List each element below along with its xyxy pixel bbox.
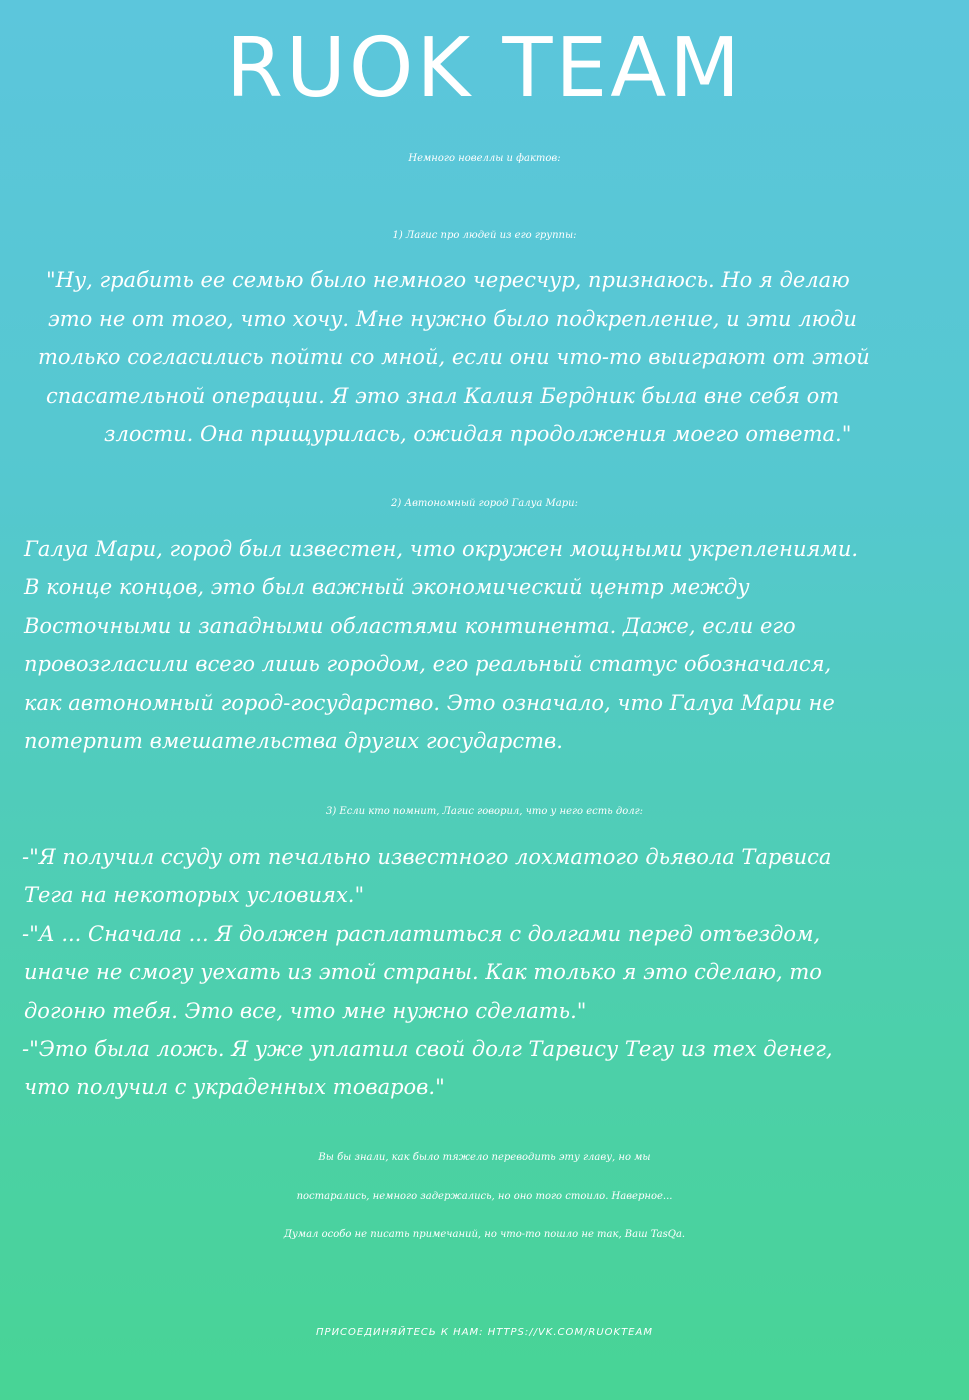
fact1-line: злости. Она прищурилась, ожидая продолжения моего ответа." xyxy=(104,422,852,446)
fact3-line: -"Я получил ссуду от печально известного лохматого дьявола Тарвиса xyxy=(22,845,832,869)
fact1-line: это не от того, что хочу. Мне нужно было подкрепление, и эти люди xyxy=(48,307,857,331)
closing-line: Вы бы знали, как было тяжело переводить эту главу, но мы xyxy=(318,1152,651,1163)
fact3-line: иначе не смогу уехать из этой страны. Как только я это сделаю, то xyxy=(24,960,822,984)
closing-line: постарались, немного задержались, но оно того стоило. Наверное... xyxy=(296,1191,673,1202)
fact2-line: В конце концов, это был важный экономический центр между xyxy=(24,575,750,599)
fact3-line: -"Это была ложь. Я уже уплатил свой долг Тарвису Тегу из тех денег, xyxy=(22,1037,833,1061)
intro-heading: Немного новеллы и фактов: xyxy=(408,153,561,164)
fact1-line: только согласились пойти со мной, если они что-то выиграют от этой xyxy=(38,345,870,369)
fact1-heading: 1) Лагис про людей из его группы: xyxy=(392,230,577,241)
fact2-line: провозгласили всего лишь городом, его реальный статус обозначался, xyxy=(24,652,832,676)
fact3-line: догоню тебя. Это все, что мне нужно сделать." xyxy=(24,999,587,1023)
closing-line: Думал особо не писать примечаний, но что-то пошло не так, Ваш TasQa. xyxy=(283,1229,686,1240)
fact2-line: Галуа Мари, город был известен, что окружен мощными укреплениями. xyxy=(24,537,859,561)
join-link-footer: ПРИСОЕДИНЯЙТЕСЬ К НАМ: HTTPS://VK.COM/RUOKTEAM xyxy=(316,1327,653,1338)
fact2-line: Восточными и западными областями континента. Даже, если его xyxy=(24,614,796,638)
fact3-line: Тега на некоторых условиях." xyxy=(24,883,365,907)
fact3-line: что получил с украденных товаров." xyxy=(24,1075,445,1099)
fact1-line: "Ну, грабить ее семью было немного чересчур, признаюсь. Но я делаю xyxy=(46,268,850,292)
fact2-line: потерпит вмешательства других государств. xyxy=(24,729,563,753)
fact3-heading: 3) Если кто помнит, Лагис говорил, что у него есть долг: xyxy=(325,806,644,817)
fact2-heading: 2) Автономный город Галуа Мари: xyxy=(391,498,578,509)
fact2-line: как автономный город-государство. Это означало, что Галуа Мари не xyxy=(24,691,835,715)
fact3-line: -"А ... Сначала ... Я должен расплатиться с долгами перед отъездом, xyxy=(22,922,821,946)
team-title: RUOK TEAM xyxy=(225,21,744,116)
fact1-line: спасательной операции. Я это знал Калия Бердник была вне себя от xyxy=(46,384,840,408)
